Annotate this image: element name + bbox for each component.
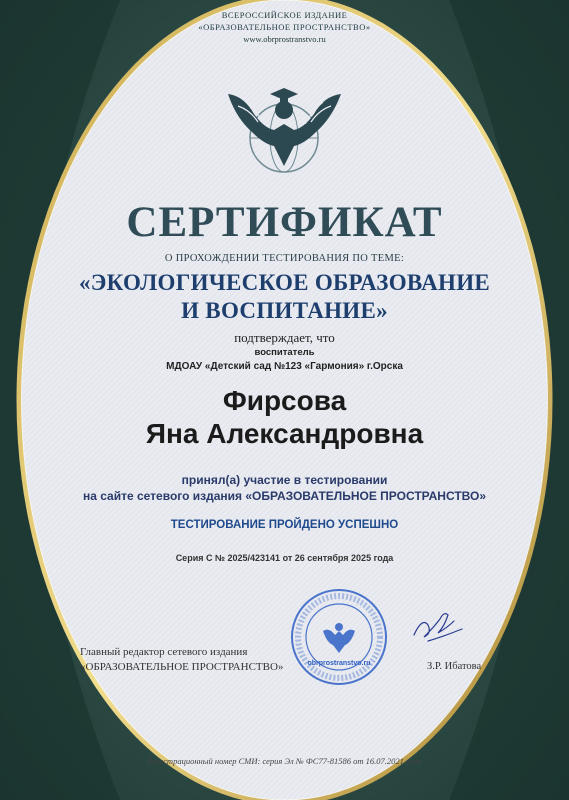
editor-signature [408, 597, 468, 647]
editor-title-line1: Главный редактор сетевого издания [80, 646, 248, 658]
participation-line1: принял(а) участие в тестировании [181, 473, 388, 487]
test-result: ТЕСТИРОВАНИЕ ПРОЙДЕНО УСПЕШНО [170, 519, 399, 531]
confirms-text: подтверждает, что [234, 330, 335, 345]
publisher-website: www.obrprostranstvo.ru [243, 34, 326, 44]
certificate-series: Серия С № 2025/423141 от 26 сентября 2025 года [175, 553, 394, 563]
registration-number: Регистрационный номер СМИ: серия Эл № ФС77-81586 от 16.07.2021 года [146, 756, 423, 766]
recipient-position: воспитатель [254, 347, 315, 358]
publisher-line1: ВСЕРОССИЙСКОЕ ИЗДАНИЕ [221, 10, 348, 20]
participation-line2: на сайте сетевого издания «ОБРАЗОВАТЕЛЬНОЕ ПРОСТРАНСТВО» [82, 489, 487, 503]
publisher-stamp [289, 587, 389, 687]
theme-line2: И ВОСПИТАНИЕ» [181, 298, 388, 323]
recipient-given-names: Яна Александровна [145, 418, 424, 449]
stamp-site-text: obrprostranstvo.ru [307, 660, 371, 667]
eagle-globe-graduation-cap-icon [224, 66, 345, 176]
recipient-organization: МДОАУ «Детский сад №123 «Гармония» г.Орска [166, 361, 403, 372]
recipient-surname: Фирсова [222, 385, 347, 416]
certificate-subtitle: О ПРОХОЖДЕНИИ ТЕСТИРОВАНИЯ ПО ТЕМЕ: [164, 253, 405, 264]
signer-name: З.Р. Ибатова [427, 661, 482, 672]
certificate-title: СЕРТИФИКАТ [126, 199, 443, 246]
publisher-line2: «ОБРАЗОВАТЕЛЬНОЕ ПРОСТРАНСТВО» [198, 22, 371, 32]
editor-title-line2: «ОБРАЗОВАТЕЛЬНОЕ ПРОСТРАНСТВО» [80, 661, 284, 673]
theme-line1: «ЭКОЛОГИЧЕСКОЕ ОБРАЗОВАНИЕ [78, 270, 491, 295]
